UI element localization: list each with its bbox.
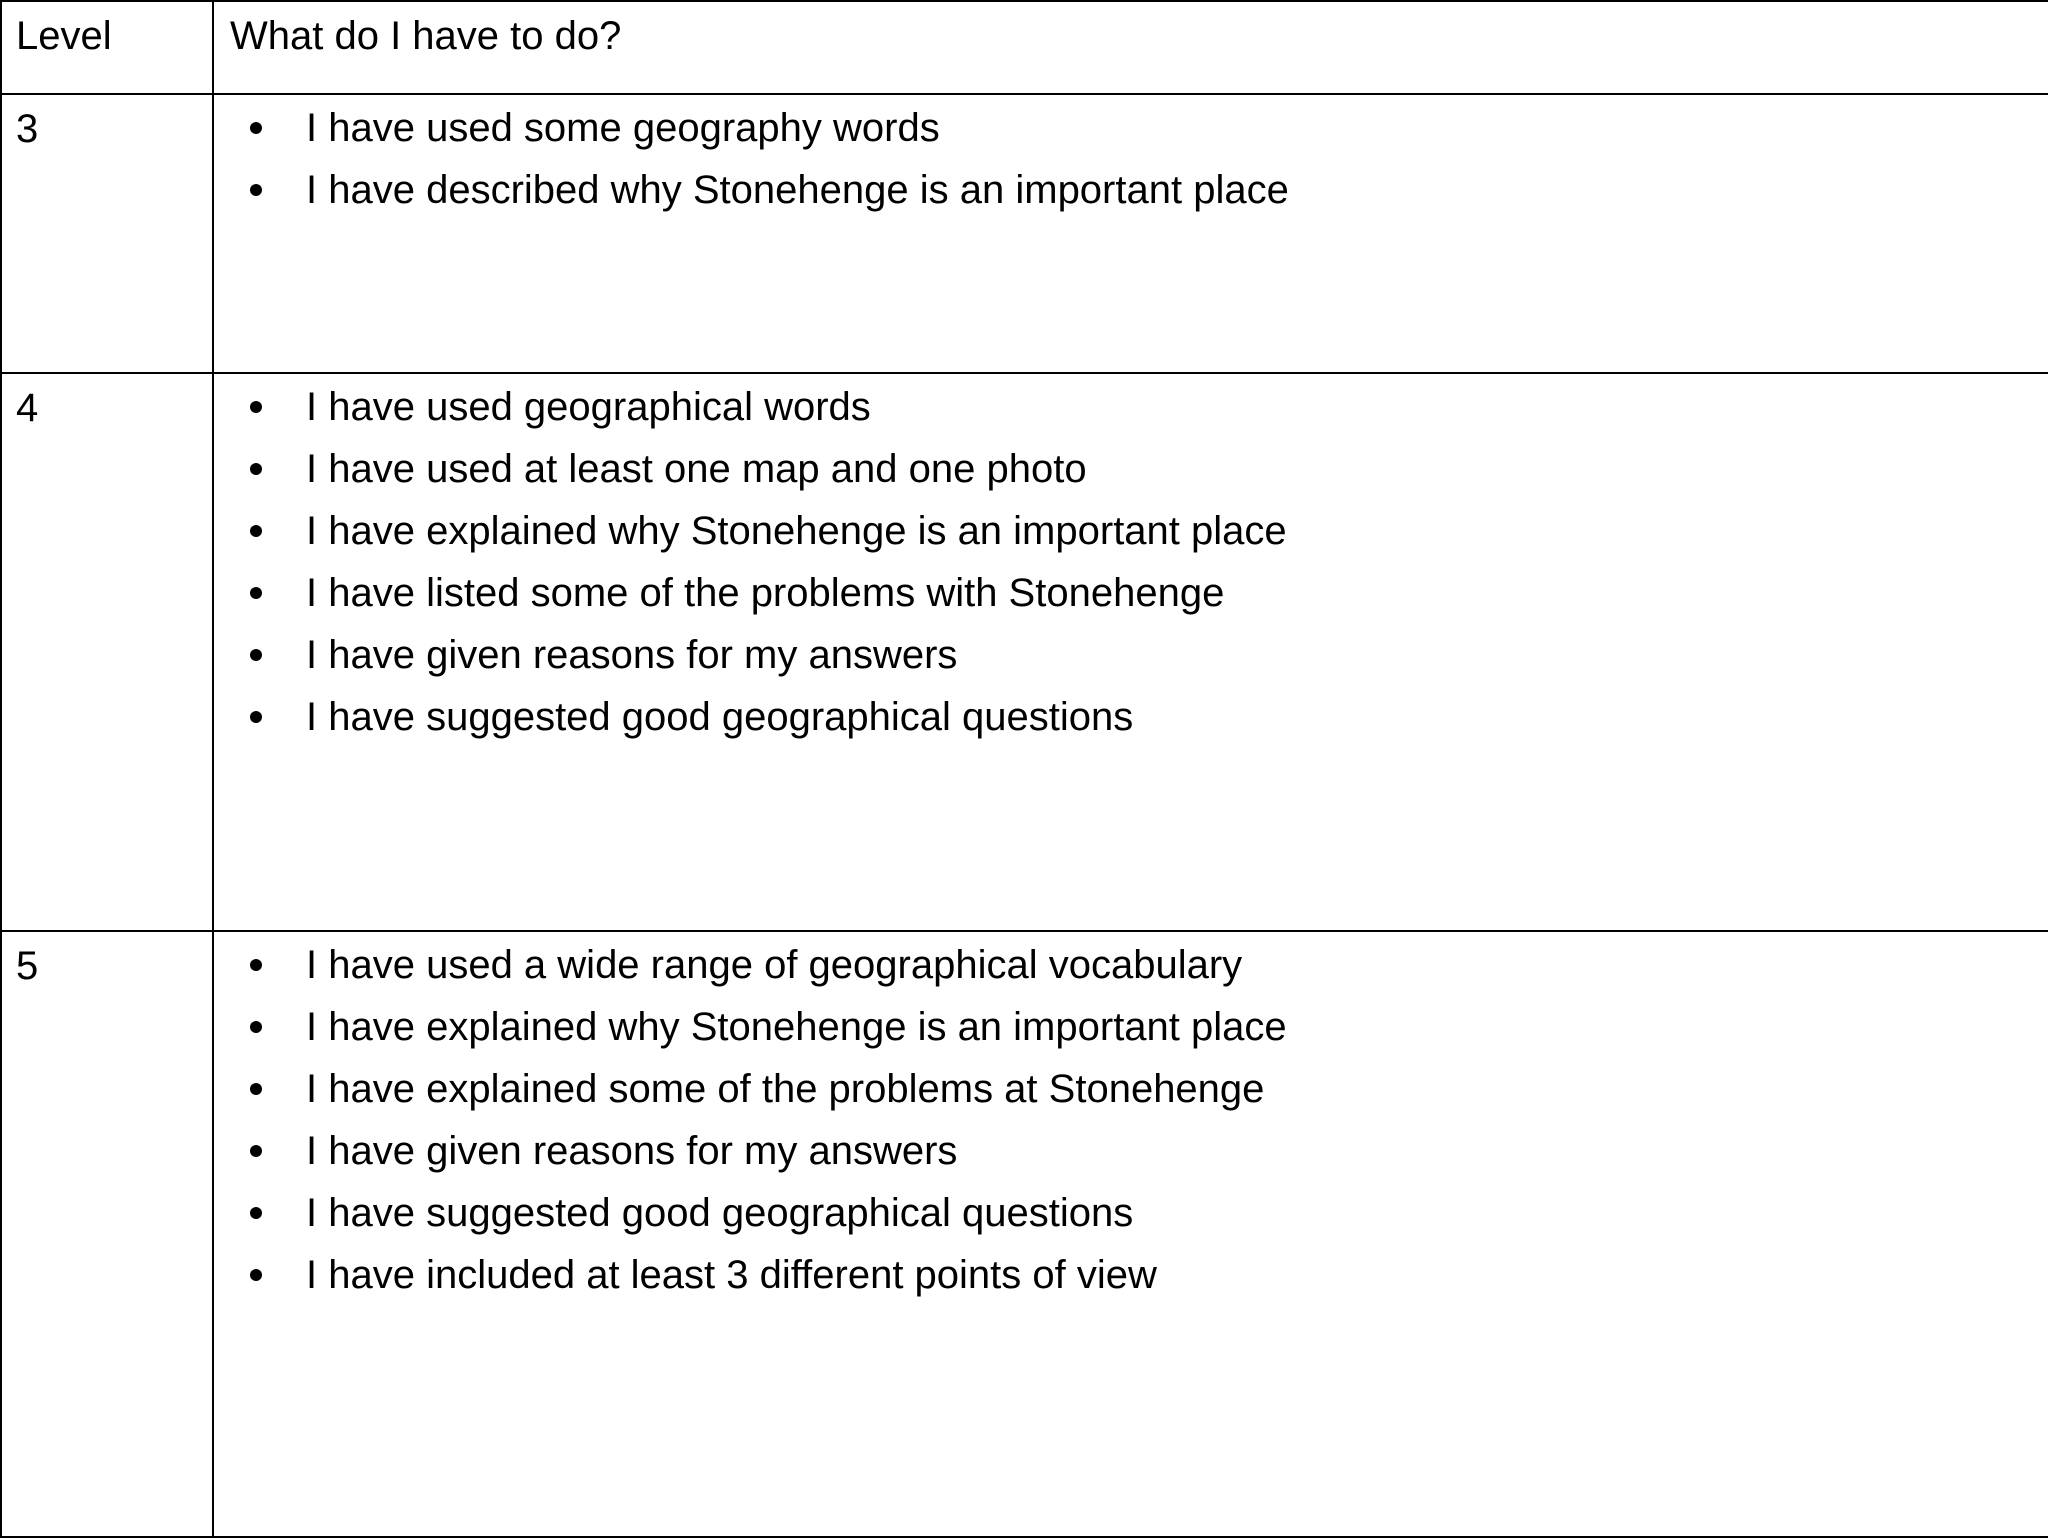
- criteria-item: [214, 500, 2048, 562]
- criteria-list: [214, 932, 2048, 1306]
- bullet-icon: [230, 438, 282, 500]
- criteria-item: [214, 686, 2048, 748]
- criteria-text: I have explained some of the problems at Stonehenge: [306, 1067, 1265, 1111]
- bullet-icon: [230, 376, 282, 438]
- criteria-text: I have explained why Stonehenge is an important place: [306, 1005, 1287, 1049]
- criteria-text: I have given reasons for my answers: [306, 1129, 958, 1173]
- table-header-row: [1, 1, 2048, 94]
- criteria-item: [214, 1182, 2048, 1244]
- criteria-cell: [213, 931, 2048, 1537]
- bullet-icon: [230, 562, 282, 624]
- header-description-cell: [213, 1, 2048, 94]
- bullet-icon: [230, 996, 282, 1058]
- criteria-text: I have used geographical words: [306, 385, 871, 429]
- bullet-icon: [230, 624, 282, 686]
- criteria-text: I have described why Stonehenge is an important place: [306, 168, 1289, 212]
- bullet-icon: [230, 686, 282, 748]
- criteria-text: I have given reasons for my answers: [306, 633, 958, 677]
- criteria-item: [214, 1058, 2048, 1120]
- level-cell: [1, 931, 213, 1537]
- bullet-icon: [230, 159, 282, 221]
- criteria-item: [214, 159, 2048, 221]
- criteria-text: I have suggested good geographical questions: [306, 695, 1134, 739]
- header-level-cell: [1, 1, 213, 94]
- table-row-level-3: [1, 94, 2048, 373]
- bullet-icon: [230, 1120, 282, 1182]
- level-cell: [1, 373, 213, 931]
- level-cell: [1, 94, 213, 373]
- bullet-icon: [230, 1244, 282, 1306]
- criteria-text: I have explained why Stonehenge is an important place: [306, 509, 1287, 553]
- bullet-icon: [230, 934, 282, 996]
- criteria-item: [214, 1120, 2048, 1182]
- criteria-item: [214, 1244, 2048, 1306]
- criteria-item: [214, 934, 2048, 996]
- criteria-item: [214, 996, 2048, 1058]
- criteria-list: [214, 374, 2048, 748]
- criteria-text: I have used some geography words: [306, 106, 940, 150]
- bullet-icon: [230, 1058, 282, 1120]
- header-description-label: What do I have to do?: [230, 14, 622, 58]
- level-number: 5: [16, 944, 39, 988]
- table-row-level-4: [1, 373, 2048, 931]
- criteria-text: I have suggested good geographical questions: [306, 1191, 1134, 1235]
- criteria-item: [214, 376, 2048, 438]
- criteria-text: I have listed some of the problems with Stonehenge: [306, 571, 1225, 615]
- criteria-item: [214, 438, 2048, 500]
- criteria-cell: [213, 373, 2048, 931]
- level-number: 4: [16, 386, 39, 430]
- criteria-list: [214, 95, 2048, 221]
- criteria-item: [214, 97, 2048, 159]
- bullet-icon: [230, 500, 282, 562]
- level-number: 3: [16, 107, 39, 151]
- criteria-text: I have used a wide range of geographical vocabulary: [306, 943, 1243, 987]
- criteria-item: [214, 562, 2048, 624]
- criteria-text: I have used at least one map and one photo: [306, 447, 1087, 491]
- criteria-cell: [213, 94, 2048, 373]
- criteria-text: I have included at least 3 different points of view: [306, 1253, 1157, 1297]
- criteria-item: [214, 624, 2048, 686]
- table-row-level-5: [1, 931, 2048, 1537]
- header-level-label: Level: [16, 14, 112, 58]
- bullet-icon: [230, 1182, 282, 1244]
- bullet-icon: [230, 97, 282, 159]
